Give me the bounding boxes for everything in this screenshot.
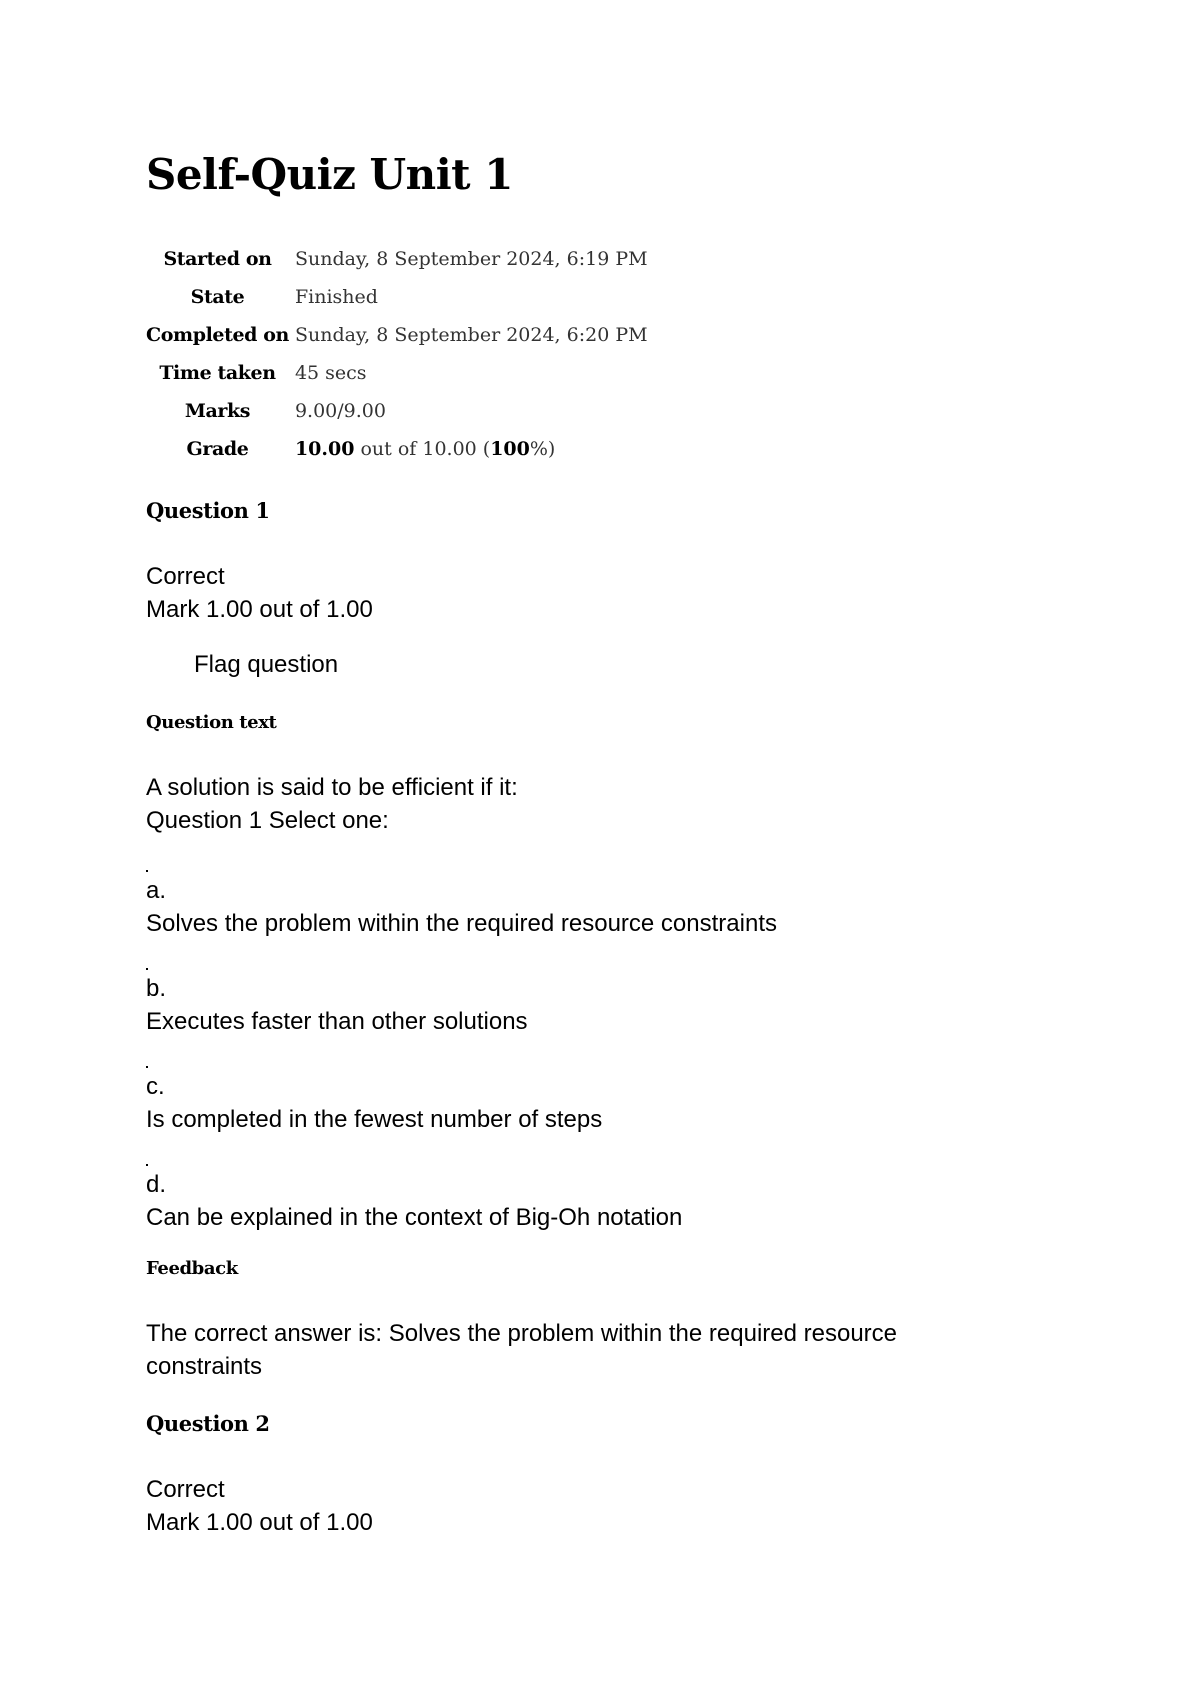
option-a-letter: a. — [146, 877, 167, 904]
question-1-text: A solution is said to be efficient if it: — [146, 774, 518, 801]
option-d-letter: d. — [146, 1171, 167, 1198]
summary-value: Sunday, 8 September 2024, 6:19 PM — [294, 248, 648, 270]
summary-label: Time taken — [159, 362, 276, 384]
question-1-text-heading: Question text — [146, 712, 277, 733]
summary-value: Sunday, 8 September 2024, 6:20 PM — [294, 324, 648, 346]
summary-row-marks — [146, 392, 648, 430]
summary-value: Finished — [294, 286, 378, 308]
option-d-text: Can be explained in the context of Big-Oh notation — [146, 1204, 683, 1231]
grade-percent-sign: %) — [529, 438, 556, 460]
grade-percent: 100 — [490, 438, 530, 460]
summary-value — [295, 430, 648, 468]
question-1-status: Correct — [146, 563, 225, 590]
summary-label: Grade — [186, 438, 249, 460]
option-c-radio[interactable] — [146, 1066, 148, 1068]
question-2-mark: Mark 1.00 out of 1.00 — [146, 1509, 373, 1536]
summary-row-state — [146, 278, 648, 316]
option-c-text: Is completed in the fewest number of steps — [146, 1106, 603, 1133]
summary-row-time-taken — [146, 354, 648, 392]
page-title: Self-Quiz Unit 1 — [146, 150, 513, 199]
option-b-text: Executes faster than other solutions — [146, 1008, 528, 1035]
summary-label: Started on — [163, 248, 272, 270]
summary-label: Completed on — [146, 324, 289, 346]
feedback-text-line-2: constraints — [146, 1353, 263, 1380]
summary-value: 9.00/9.00 — [294, 400, 386, 422]
summary-value: 45 secs — [294, 362, 367, 384]
grade-score: 10.00 — [294, 438, 355, 460]
summary-label: Marks — [184, 400, 251, 422]
summary-row-grade — [146, 430, 648, 468]
summary-label: State — [190, 286, 245, 308]
flag-question-button[interactable]: Flag question — [194, 651, 339, 678]
option-a-text: Solves the problem within the required resource constraints — [146, 910, 777, 937]
summary-row-started — [146, 240, 648, 278]
option-c-letter: c. — [146, 1073, 165, 1100]
option-d-radio[interactable] — [146, 1164, 148, 1166]
question-2-heading: Question 2 — [146, 1411, 270, 1436]
question-1-mark: Mark 1.00 out of 1.00 — [146, 596, 373, 623]
attempt-summary-table — [146, 240, 648, 468]
feedback-heading: Feedback — [146, 1258, 238, 1279]
option-b-letter: b. — [146, 975, 167, 1002]
option-b-radio[interactable] — [146, 968, 148, 970]
question-1-prompt: Question 1 Select one: — [146, 807, 389, 834]
summary-row-completed — [146, 316, 648, 354]
question-1-heading: Question 1 — [146, 498, 270, 523]
option-a-radio[interactable] — [146, 870, 148, 872]
grade-out-of: out of 10.00 ( — [354, 438, 491, 460]
feedback-text-line-1: The correct answer is: Solves the problem within the required resource — [146, 1320, 898, 1347]
question-2-status: Correct — [146, 1476, 225, 1503]
